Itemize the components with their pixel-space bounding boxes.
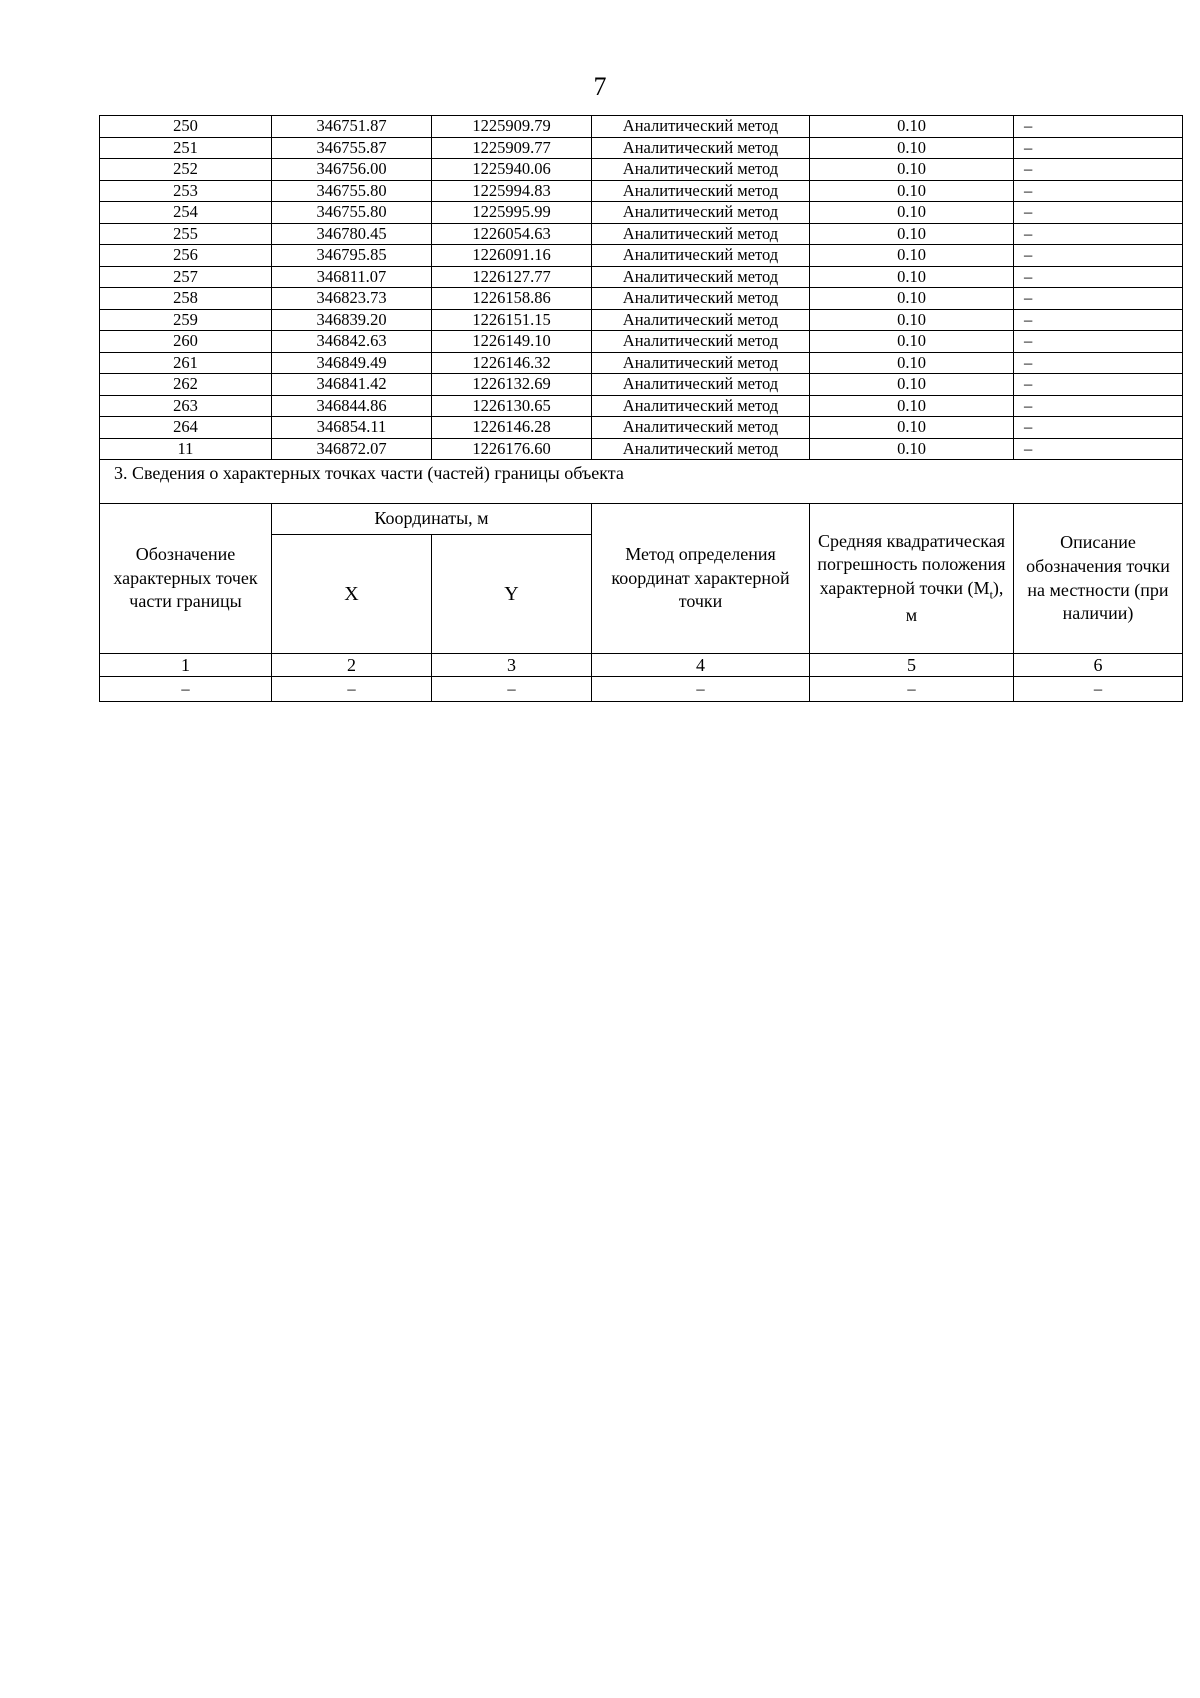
method-cell: Аналитический метод [592,395,810,417]
coord-y-cell: 1226130.65 [432,395,592,417]
table-row [100,266,1183,288]
coord-y-cell: 1226158.86 [432,288,592,310]
table-row [100,438,1183,460]
coord-x-cell: 346849.49 [272,352,432,374]
description-cell: – [1014,116,1183,138]
table-row [100,159,1183,181]
point-number-cell: 261 [100,352,272,374]
accuracy-cell: 0.10 [810,331,1014,353]
table-row [100,417,1183,439]
method-cell: Аналитический метод [592,223,810,245]
method-cell: Аналитический метод [592,331,810,353]
column-number-cell: 1 [100,654,272,677]
section-3 [100,460,1183,702]
coord-y-cell: 1226091.16 [432,245,592,267]
coord-y-cell: 1226146.28 [432,417,592,439]
description-cell: – [1014,245,1183,267]
header-coordinates-group: Координаты, м [272,504,592,535]
coord-y-cell: 1225909.77 [432,137,592,159]
coord-y-cell: 1226151.15 [432,309,592,331]
table-row [100,331,1183,353]
point-number-cell: 264 [100,417,272,439]
description-cell: – [1014,331,1183,353]
coord-x-cell: 346755.80 [272,180,432,202]
method-cell: Аналитический метод [592,137,810,159]
method-cell: Аналитический метод [592,438,810,460]
description-cell: – [1014,438,1183,460]
description-cell: – [1014,374,1183,396]
method-cell: Аналитический метод [592,288,810,310]
description-cell: – [1014,395,1183,417]
header-description: Описание обозначения точки на местности (при наличии) [1014,504,1183,654]
accuracy-cell: 0.10 [810,266,1014,288]
method-cell: Аналитический метод [592,180,810,202]
column-number-cell: 2 [272,654,432,677]
point-number-cell: 250 [100,116,272,138]
column-number-cell: 6 [1014,654,1183,677]
table-row [100,309,1183,331]
accuracy-cell: 0.10 [810,245,1014,267]
table-row [100,395,1183,417]
coord-y-cell: 1226149.10 [432,331,592,353]
page-number: 7 [593,72,607,101]
column-number-cell: 4 [592,654,810,677]
coord-y-cell: 1225909.79 [432,116,592,138]
coord-y-cell: 1226132.69 [432,374,592,396]
header-method: Метод определения координат характерной точки [592,504,810,654]
accuracy-cell: 0.10 [810,309,1014,331]
point-number-cell: 251 [100,137,272,159]
accuracy-cell: 0.10 [810,288,1014,310]
empty-cell: – [100,677,272,702]
empty-cell: – [810,677,1014,702]
method-cell: Аналитический метод [592,352,810,374]
point-number-cell: 255 [100,223,272,245]
coordinates-table [99,115,1183,702]
empty-data-row [100,677,1183,702]
point-number-cell: 259 [100,309,272,331]
accuracy-cell: 0.10 [810,374,1014,396]
coord-y-cell: 1225940.06 [432,159,592,181]
point-number-cell: 262 [100,374,272,396]
table-row [100,137,1183,159]
coord-x-cell: 346841.42 [272,374,432,396]
coord-x-cell: 346854.11 [272,417,432,439]
point-number-cell: 252 [100,159,272,181]
accuracy-cell: 0.10 [810,180,1014,202]
coord-x-cell: 346780.45 [272,223,432,245]
method-cell: Аналитический метод [592,309,810,331]
table-row [100,374,1183,396]
description-cell: – [1014,159,1183,181]
coord-y-cell: 1225994.83 [432,180,592,202]
header-point-designation: Обозначение характерных точек части границы [100,504,272,654]
accuracy-cell: 0.10 [810,159,1014,181]
table-row [100,352,1183,374]
method-cell: Аналитический метод [592,116,810,138]
description-cell: – [1014,309,1183,331]
section-3-title: 3. Сведения о характерных точках части (частей) границы объекта [100,460,1183,504]
coord-y-cell: 1226127.77 [432,266,592,288]
boundary-points-rows [100,116,1183,460]
accuracy-cell: 0.10 [810,417,1014,439]
coord-x-cell: 346795.85 [272,245,432,267]
column-numbers-row [100,654,1183,677]
accuracy-cell: 0.10 [810,116,1014,138]
table-row [100,245,1183,267]
accuracy-cell: 0.10 [810,352,1014,374]
method-cell: Аналитический метод [592,417,810,439]
coord-y-cell: 1225995.99 [432,202,592,224]
description-cell: – [1014,417,1183,439]
coord-x-cell: 346755.80 [272,202,432,224]
point-number-cell: 256 [100,245,272,267]
header-x: X [272,535,432,654]
method-cell: Аналитический метод [592,266,810,288]
coord-x-cell: 346839.20 [272,309,432,331]
method-cell: Аналитический метод [592,159,810,181]
description-cell: – [1014,137,1183,159]
coord-x-cell: 346842.63 [272,331,432,353]
coord-x-cell: 346844.86 [272,395,432,417]
point-number-cell: 260 [100,331,272,353]
column-number-cell: 5 [810,654,1014,677]
point-number-cell: 11 [100,438,272,460]
point-number-cell: 263 [100,395,272,417]
description-cell: – [1014,266,1183,288]
coord-x-cell: 346756.00 [272,159,432,181]
description-cell: – [1014,352,1183,374]
empty-cell: – [592,677,810,702]
description-cell: – [1014,288,1183,310]
point-number-cell: 257 [100,266,272,288]
header-accuracy: Средняя квадратическая погрешность положения характерной точки $(M_t)$, м [810,504,1014,654]
accuracy-cell: 0.10 [810,395,1014,417]
coord-x-cell: 346872.07 [272,438,432,460]
accuracy-cell: 0.10 [810,223,1014,245]
method-cell: Аналитический метод [592,245,810,267]
coord-x-cell: 346751.87 [272,116,432,138]
table-row [100,180,1183,202]
coord-x-cell: 346755.87 [272,137,432,159]
description-cell: – [1014,202,1183,224]
coord-y-cell: 1226054.63 [432,223,592,245]
point-number-cell: 254 [100,202,272,224]
empty-cell: – [1014,677,1183,702]
table-row [100,223,1183,245]
description-cell: – [1014,180,1183,202]
point-number-cell: 258 [100,288,272,310]
table-row [100,288,1183,310]
point-number-cell: 253 [100,180,272,202]
header-y: Y [432,535,592,654]
method-cell: Аналитический метод [592,202,810,224]
accuracy-cell: 0.10 [810,137,1014,159]
coord-y-cell: 1226176.60 [432,438,592,460]
method-cell: Аналитический метод [592,374,810,396]
empty-cell: – [272,677,432,702]
empty-cell: – [432,677,592,702]
coord-x-cell: 346811.07 [272,266,432,288]
coord-y-cell: 1226146.32 [432,352,592,374]
accuracy-cell: 0.10 [810,438,1014,460]
accuracy-cell: 0.10 [810,202,1014,224]
column-number-cell: 3 [432,654,592,677]
coord-x-cell: 346823.73 [272,288,432,310]
description-cell: – [1014,223,1183,245]
table-row [100,202,1183,224]
table-row [100,116,1183,138]
